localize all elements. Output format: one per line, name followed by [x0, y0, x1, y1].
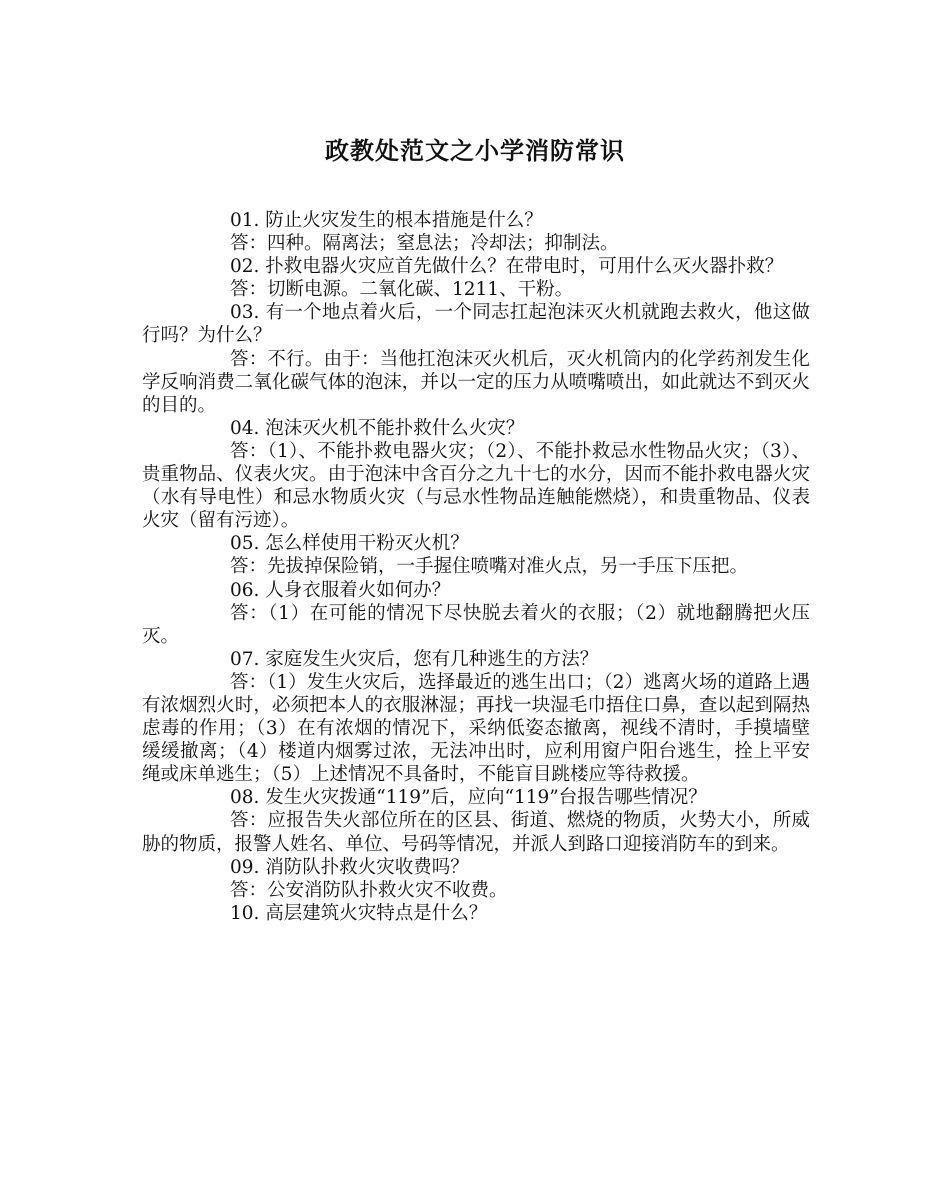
- question-08: 08. 发生火灾拨通“119”后，应向“119”台报告哪些情况？: [230, 787, 707, 809]
- answer-06: 答：（1）在可能的情况下尽快脱去着火的衣服；（2）就地翻腾把火压灭。: [142, 602, 810, 647]
- question-10: 10. 高层建筑火灾特点是什么？: [230, 902, 488, 924]
- answer-08: 答：应报告失火部位所在的区县、街道、燃烧的物质，火势大小，所威胁的物质，报警人姓名、单位、号码等情况，并派人到路口迎接消防车的到来。: [142, 810, 810, 855]
- document-title: 政教处范文之小学消防常识: [325, 136, 625, 165]
- answer-03: 答：不行。由于：当他扛泡沫灭火机后，灭火机筒内的化学药剂发生化学反响消费二氧化碳气体的泡沫，并以一定的压力从喷嘴喷出，如此就达不到灭火的目的。: [142, 348, 810, 416]
- answer-05: 答：先拔掉保险销，一手握住喷嘴对准火点，另一手压下压把。: [230, 556, 749, 578]
- question-01: 01. 防止火灾发生的根本措施是什么？: [230, 210, 543, 231]
- answer-02: 答：切断电源。二氧化碳、1211、干粉。: [230, 279, 574, 301]
- answer-01: 答：四种。隔离法；窒息法；冷却法；抑制法。: [230, 233, 619, 255]
- answer-07: 答：（1）发生火灾后，选择最近的逃生出口；（2）逃离火场的道路上遇有浓烟烈火时，必须把本人的衣服淋湿；再找一块湿毛巾捂住口鼻，查以起到隔热虑毒的作用；（3）在有浓烟的情况下，采纳低姿态撤离，视线不清时，手摸墙壁缓缓撤离；（4）楼道内烟雾过浓，无法冲出时，应利用窗户阳台逃生，拴上平安绳或床单逃生；（5）上述情况不具备时，不能盲目跳楼应等待救援。: [142, 671, 810, 786]
- question-02: 02. 扑救电器火灾应首先做什么？在带电时，可用什么灭火器扑救？: [230, 256, 784, 278]
- question-06: 06. 人身衣服着火如何办？: [230, 579, 451, 601]
- question-04: 04. 泡沫灭火机不能扑救什么火灾？: [230, 417, 525, 439]
- document-body: [142, 209, 810, 925]
- question-09: 09. 消防队扑救火灾收费吗？: [230, 856, 469, 878]
- question-05: 05. 怎么样使用干粉灭火机？: [230, 533, 469, 555]
- answer-04: 答：（1）、不能扑救电器火灾；（2）、不能扑救忌水性物品火灾；（3）、贵重物品、仪表火灾。由于泡沫中含百分之九十七的水分，因而不能扑救电器火灾（水有导电性）和忌水物质火灾（与忌水性物品连触能燃烧），和贵重物品、仪表火灾（留有污迹）。: [142, 440, 810, 532]
- question-03: 03. 有一个地点着火后，一个同志扛起泡沫灭火机就跑去救火，他这做行吗？为什么？: [142, 302, 810, 347]
- question-07: 07. 家庭发生火灾后，您有几种逃生的方法？: [230, 648, 599, 670]
- answer-09: 答：公安消防队扑救火灾不收费。: [230, 879, 508, 901]
